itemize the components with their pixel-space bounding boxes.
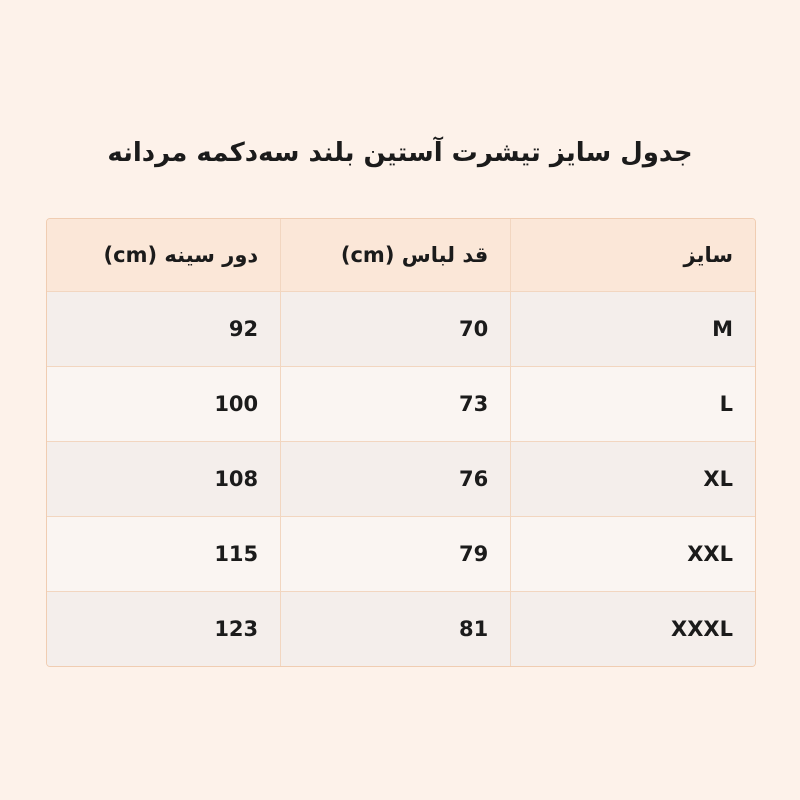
cell-chest: 108 [47,442,281,517]
cell-length: 76 [281,442,511,517]
cell-size: M [511,292,755,367]
cell-chest: 92 [47,292,281,367]
cell-length: 73 [281,367,511,442]
cell-chest: 115 [47,517,281,592]
table-row [47,442,755,517]
table-row [47,592,755,667]
column-header-chest: دور سینه (cm) [47,219,281,292]
cell-size: XXL [511,517,755,592]
cell-size: XXXL [511,592,755,667]
size-table [47,219,755,666]
size-table-container [46,218,756,667]
cell-length: 81 [281,592,511,667]
table-row [47,367,755,442]
table-row [47,517,755,592]
cell-length: 79 [281,517,511,592]
table-row [47,292,755,367]
table-header-row [47,219,755,292]
table-body [47,292,755,667]
table-header [47,219,755,292]
page-title: جدول سایز تیشرت آستین بلند سه‌دکمه مردانه [107,138,693,168]
cell-chest: 123 [47,592,281,667]
column-header-size: سایز [511,219,755,292]
cell-chest: 100 [47,367,281,442]
cell-size: L [511,367,755,442]
cell-length: 70 [281,292,511,367]
cell-size: XL [511,442,755,517]
column-header-length: قد لباس (cm) [281,219,511,292]
